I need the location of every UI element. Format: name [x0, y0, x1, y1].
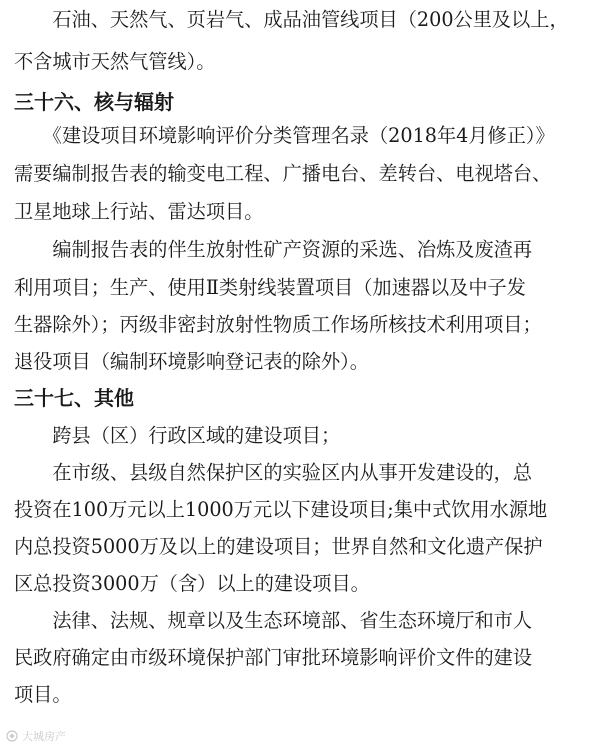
text-line-5: 需要编制报告表的输变电工程、广播电台、差转台、电视塔台、 [14, 162, 552, 185]
text-line-6: 卫星地球上行站、雷达项目。 [14, 200, 264, 223]
text-line-19: 项目。 [14, 683, 72, 706]
text-line-18: 民政府确定由市级环境保护部门审批环境影响评价文件的建设 [14, 646, 533, 669]
watermark-logo-icon [6, 730, 18, 742]
text-line-13: 在市级、县级自然保护区的实验区内从事开发建设的，总 [14, 461, 533, 484]
text-line-15: 内总投资5000万及以上的建设项目；世界自然和文化遗产保护 [14, 535, 543, 558]
text-line-4: 《建设项目环境影响评价分类管理名录（2018年4月修正）》 [14, 124, 555, 147]
text-line-10: 退役项目（编制环境影响登记表的除外）。 [14, 350, 369, 373]
watermark [6, 726, 66, 746]
text-line-2: 不含城市天然气管线）。 [14, 50, 216, 73]
section-heading-37: 三十七、其他 [14, 386, 134, 410]
section-heading-36: 三十六、核与辐射 [14, 90, 174, 114]
text-line-16: 区总投资3000万（含）以上的建设项目。 [14, 572, 370, 595]
text-line-1: 石油、天然气、页岩气、成品油管线项目（200公里及以上， [14, 8, 569, 31]
text-line-12: 跨县（区）行政区域的建设项目； [14, 424, 341, 447]
text-line-9: 生器除外）；丙级非密封放射性物质工作场所核技术利用项目； [14, 313, 542, 336]
watermark-text: 大城房产 [22, 730, 66, 743]
text-line-14: 投资在100万元以上1000万元以下建设项目;集中式饮用水源地 [14, 498, 548, 521]
text-line-7: 编制报告表的伴生放射性矿产资源的采选、冶炼及废渣再 [14, 238, 533, 261]
text-line-8: 利用项目；生产、使用Ⅱ类射线装置项目（加速器以及中子发 [14, 276, 526, 299]
text-line-17: 法律、法规、规章以及生态环境部、省生态环境厅和市人 [14, 609, 533, 632]
